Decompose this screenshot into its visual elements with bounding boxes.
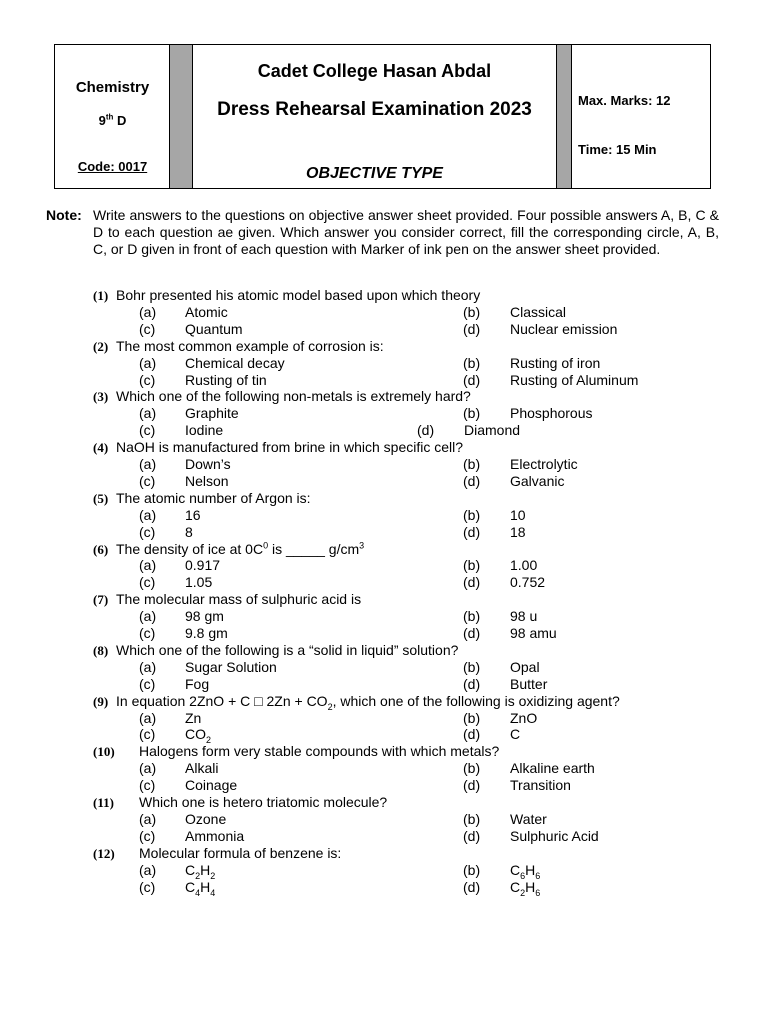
option-a-label bbox=[139, 659, 156, 676]
option-text: 0.917 bbox=[185, 557, 221, 574]
option-b-label bbox=[463, 405, 480, 422]
option-text: Ammonia bbox=[185, 827, 245, 844]
option-text: Alkaline earth bbox=[510, 760, 595, 777]
option-text: 1.00 bbox=[510, 557, 538, 574]
question-text-content: Which one is hetero triatomic molecule? bbox=[139, 794, 388, 810]
option-label: (d) bbox=[463, 726, 481, 743]
question-number-label: (2) bbox=[93, 338, 109, 354]
option-label: (b) bbox=[463, 354, 481, 371]
option-text: Butter bbox=[510, 675, 548, 692]
option-c-label bbox=[139, 777, 155, 794]
question-number-label: (1) bbox=[93, 288, 109, 303]
option-a-label bbox=[139, 710, 156, 727]
option-text: Fog bbox=[185, 675, 210, 692]
option-text: Transition bbox=[510, 777, 571, 794]
header-right-cell bbox=[572, 45, 710, 188]
option-b-label bbox=[463, 355, 480, 372]
subscript: 4 bbox=[195, 887, 201, 898]
formula-part: C bbox=[510, 861, 521, 878]
option-b bbox=[510, 456, 578, 473]
option-c bbox=[185, 422, 223, 439]
option-c bbox=[185, 828, 244, 845]
question-number-label: (5) bbox=[93, 490, 109, 506]
option-text: Nelson bbox=[185, 472, 229, 489]
option-c bbox=[185, 879, 215, 896]
question-number-label: (12) bbox=[93, 845, 115, 861]
question-text bbox=[116, 541, 364, 558]
option-d bbox=[510, 879, 540, 896]
option-text: Quantum bbox=[185, 320, 243, 337]
formula-part: C bbox=[185, 878, 196, 895]
option-label: (c) bbox=[139, 726, 156, 743]
option-label: (a) bbox=[139, 303, 157, 320]
option-label: (a) bbox=[139, 506, 157, 523]
option-text: 18 bbox=[510, 523, 526, 540]
formula-part: H bbox=[525, 861, 536, 878]
option-b-label bbox=[463, 456, 480, 473]
option-a bbox=[185, 304, 228, 321]
option-c-label bbox=[139, 574, 155, 591]
question-number bbox=[93, 541, 108, 558]
option-b bbox=[510, 710, 537, 727]
option-label: (c) bbox=[139, 878, 156, 895]
question-text-part: , which one of the following is oxidizing agent? bbox=[332, 692, 620, 709]
option-a bbox=[185, 710, 201, 727]
question-text-content: Which one of the following non-metals is extremely hard? bbox=[116, 388, 471, 405]
option-a-label bbox=[139, 507, 156, 524]
option-text: Water bbox=[510, 810, 547, 827]
option-d bbox=[510, 625, 557, 642]
option-d bbox=[510, 321, 617, 338]
college-name: Cadet College Hasan Abdal bbox=[257, 61, 492, 81]
question-text bbox=[116, 591, 361, 608]
option-c-label bbox=[139, 879, 155, 896]
question-text-part: In equation 2ZnO + C □ 2Zn + CO bbox=[116, 692, 328, 709]
option-a-label bbox=[139, 456, 156, 473]
paper-code: Code: 0017 bbox=[77, 159, 148, 174]
option-label: (b) bbox=[463, 405, 481, 422]
option-d bbox=[510, 726, 520, 743]
question-text bbox=[116, 490, 311, 507]
note-label: Note: bbox=[46, 207, 82, 223]
question-text-content: The most common example of corrosion is: bbox=[116, 337, 384, 354]
option-label: (c) bbox=[139, 472, 156, 489]
option-label: (b) bbox=[463, 861, 481, 878]
question-text-part: The density of ice at 0C bbox=[116, 540, 264, 557]
question-number bbox=[93, 490, 108, 507]
option-b-label bbox=[463, 507, 480, 524]
option-c bbox=[185, 676, 209, 693]
option-d-label bbox=[463, 879, 480, 896]
option-d-label bbox=[463, 625, 480, 642]
option-c bbox=[185, 321, 243, 338]
formula-part: C bbox=[510, 878, 521, 895]
option-b-label bbox=[463, 659, 480, 676]
option-label: (b) bbox=[463, 506, 481, 523]
option-c bbox=[185, 726, 212, 746]
option-text: Rusting of tin bbox=[185, 371, 267, 388]
question-text bbox=[116, 338, 384, 355]
option-label: (a) bbox=[139, 405, 157, 422]
option-text: Phosphorous bbox=[510, 405, 593, 422]
question-text-part: is _____ g/cm bbox=[268, 540, 360, 557]
option-d-label bbox=[463, 574, 480, 591]
superscript: 3 bbox=[359, 539, 365, 550]
option-b bbox=[510, 811, 547, 828]
option-text: 98 amu bbox=[510, 625, 557, 641]
option-label: (c) bbox=[139, 371, 156, 388]
option-text: 0.752 bbox=[510, 574, 546, 591]
superscript: 0 bbox=[263, 539, 269, 550]
option-label: (a) bbox=[139, 354, 157, 371]
exam-header bbox=[54, 44, 711, 189]
header-divider-left bbox=[170, 45, 193, 188]
subscript: 2 bbox=[520, 887, 526, 898]
option-a-label bbox=[139, 760, 156, 777]
question-number-label: (10) bbox=[93, 744, 115, 760]
option-label: (a) bbox=[139, 557, 157, 574]
option-b-label bbox=[463, 710, 480, 727]
option-c-label bbox=[139, 524, 155, 541]
question-text bbox=[116, 439, 463, 456]
question-text bbox=[139, 794, 387, 811]
question-number bbox=[93, 287, 108, 304]
header-left-cell bbox=[55, 45, 170, 188]
option-label: (c) bbox=[139, 523, 156, 540]
option-text: Down’s bbox=[185, 456, 231, 472]
option-label: (d) bbox=[417, 422, 435, 439]
option-text: 9.8 gm bbox=[185, 625, 228, 641]
option-label: (b) bbox=[463, 810, 481, 827]
subject-name: Chemistry bbox=[75, 79, 150, 96]
option-d-label bbox=[463, 372, 480, 389]
option-label: (a) bbox=[139, 709, 157, 726]
option-text: Sugar Solution bbox=[185, 658, 277, 675]
option-label: (d) bbox=[463, 675, 481, 692]
option-text: Chemical decay bbox=[185, 354, 285, 371]
option-label: (b) bbox=[463, 303, 481, 320]
class-label: 9th D bbox=[98, 112, 127, 128]
option-label: (c) bbox=[139, 320, 156, 337]
question-text bbox=[116, 287, 480, 304]
option-c bbox=[185, 777, 237, 794]
option-a-label bbox=[139, 608, 156, 625]
option-a bbox=[185, 862, 215, 879]
option-label: (d) bbox=[463, 472, 481, 489]
option-text: Galvanic bbox=[510, 472, 565, 489]
option-c-label bbox=[139, 676, 155, 693]
option-label: (a) bbox=[139, 760, 157, 777]
option-c-label bbox=[139, 828, 155, 845]
option-b-label bbox=[463, 608, 480, 625]
option-label: (c) bbox=[139, 625, 156, 641]
question-text bbox=[139, 845, 341, 862]
option-text: Graphite bbox=[185, 405, 239, 422]
option-d bbox=[510, 473, 564, 490]
option-c bbox=[185, 524, 193, 541]
option-b-label bbox=[463, 811, 480, 828]
subscript: 2 bbox=[327, 701, 333, 712]
option-text: Classical bbox=[510, 303, 567, 320]
option-b bbox=[510, 760, 595, 777]
option-d bbox=[510, 777, 571, 794]
option-text: Zn bbox=[185, 709, 202, 726]
option-label: (c) bbox=[139, 827, 156, 844]
option-c-label bbox=[139, 625, 155, 642]
question-number bbox=[93, 693, 108, 710]
option-a bbox=[185, 557, 220, 574]
question-number bbox=[93, 439, 108, 456]
option-label: (b) bbox=[463, 709, 481, 726]
option-a bbox=[185, 811, 226, 828]
option-c bbox=[185, 372, 267, 389]
option-label: (d) bbox=[463, 320, 481, 337]
formula-part: H bbox=[200, 878, 211, 895]
question-text bbox=[116, 642, 458, 659]
option-label: (b) bbox=[463, 456, 481, 472]
option-a bbox=[185, 456, 231, 473]
question-number bbox=[93, 743, 115, 760]
option-text: ZnO bbox=[510, 709, 538, 726]
option-label: (a) bbox=[139, 810, 157, 827]
option-text: Nuclear emission bbox=[510, 320, 618, 337]
option-b-label bbox=[463, 862, 480, 879]
option-b-label bbox=[463, 304, 480, 321]
formula-part: H bbox=[200, 861, 211, 878]
option-d-label bbox=[463, 321, 480, 338]
option-label: (d) bbox=[463, 371, 481, 388]
option-d bbox=[510, 524, 526, 541]
subscript: 2 bbox=[195, 870, 201, 881]
option-d bbox=[510, 676, 547, 693]
formula-part: C bbox=[185, 861, 196, 878]
option-text: Atomic bbox=[185, 303, 228, 320]
option-a bbox=[185, 355, 285, 372]
option-label: (d) bbox=[463, 827, 481, 844]
option-text: Coinage bbox=[185, 777, 238, 794]
option-d-label bbox=[463, 524, 480, 541]
option-label: (c) bbox=[139, 777, 156, 794]
question-number bbox=[93, 845, 115, 862]
option-label: (a) bbox=[139, 608, 157, 625]
option-a bbox=[185, 507, 201, 524]
option-b-label bbox=[463, 760, 480, 777]
option-label: (d) bbox=[463, 625, 481, 641]
question-number-label: (3) bbox=[93, 389, 109, 405]
formula-part: H bbox=[525, 878, 536, 895]
question-text-content: Halogens form very stable compounds with which metals? bbox=[139, 743, 500, 760]
question-text bbox=[116, 388, 471, 405]
paper-type: OBJECTIVE TYPE bbox=[306, 165, 443, 182]
question-text-content: Which one of the following is a “solid in liquid” solution? bbox=[116, 641, 459, 658]
option-a bbox=[185, 608, 224, 625]
option-b bbox=[510, 304, 566, 321]
question-number-label: (9) bbox=[93, 693, 109, 709]
option-label: (d) bbox=[463, 878, 481, 895]
question-text-content: NaOH is manufactured from brine in which specific cell? bbox=[116, 439, 464, 456]
subscript: 6 bbox=[520, 870, 526, 881]
option-d bbox=[464, 422, 520, 439]
question-number-label: (7) bbox=[93, 592, 109, 608]
option-d bbox=[510, 828, 599, 845]
option-text: 10 bbox=[510, 506, 526, 523]
option-label: (c) bbox=[139, 675, 156, 692]
option-b bbox=[510, 557, 537, 574]
option-a-label bbox=[139, 811, 156, 828]
option-a-label bbox=[139, 405, 156, 422]
option-text: 1.05 bbox=[185, 574, 213, 591]
option-label: (c) bbox=[139, 422, 156, 439]
option-a-label bbox=[139, 355, 156, 372]
option-a bbox=[185, 405, 239, 422]
time-allowed: Time: 15 Min bbox=[578, 142, 657, 157]
option-b-label bbox=[463, 557, 480, 574]
option-label: (d) bbox=[463, 777, 481, 794]
option-c-label bbox=[139, 372, 155, 389]
option-text: Alkali bbox=[185, 760, 219, 777]
option-a-label bbox=[139, 862, 156, 879]
question-text-content: The molecular mass of sulphuric acid is bbox=[116, 591, 362, 608]
option-d-label bbox=[463, 676, 480, 693]
option-d-label bbox=[463, 726, 480, 743]
option-text: Iodine bbox=[185, 422, 224, 439]
option-label: (c) bbox=[139, 574, 156, 591]
option-b bbox=[510, 405, 593, 422]
option-text: Rusting of iron bbox=[510, 354, 601, 371]
question-number-label: (8) bbox=[93, 642, 109, 658]
option-text: Sulphuric Acid bbox=[510, 827, 599, 844]
question-number-label: (11) bbox=[93, 795, 114, 810]
option-text: 98 gm bbox=[185, 608, 224, 625]
option-text: 98 u bbox=[510, 608, 538, 625]
question-number bbox=[93, 591, 108, 608]
option-b bbox=[510, 608, 537, 625]
option-a-label bbox=[139, 304, 156, 321]
option-b bbox=[510, 355, 600, 372]
option-d-label bbox=[463, 828, 480, 845]
header-middle-cell bbox=[193, 45, 556, 188]
option-a bbox=[185, 760, 218, 777]
header-divider-right bbox=[556, 45, 572, 188]
question-number bbox=[93, 388, 108, 405]
option-label: (b) bbox=[463, 658, 481, 675]
option-label: (b) bbox=[463, 760, 481, 777]
option-label: (b) bbox=[463, 608, 481, 625]
option-text: C bbox=[510, 726, 521, 743]
formula-part: CO bbox=[185, 726, 206, 743]
option-text: Rusting of Aluminum bbox=[510, 371, 639, 388]
option-b bbox=[510, 862, 540, 879]
option-c-label bbox=[139, 422, 155, 439]
question-number-label: (4) bbox=[93, 440, 109, 456]
question-text bbox=[139, 743, 499, 760]
question-text bbox=[116, 693, 620, 710]
option-c-label bbox=[139, 473, 155, 490]
option-c bbox=[185, 574, 212, 591]
note-text: Write answers to the questions on objective answer sheet provided. Four possible answers A, B, C & D to each question ae given. Which answer you consider correct, fill the corresponding circle, A, B, C, or D given in front of each question with Marker of ink pen on the answer sheet provided. bbox=[93, 207, 719, 257]
option-c-label bbox=[139, 321, 155, 338]
subscript: 6 bbox=[535, 870, 541, 881]
subscript: 2 bbox=[210, 870, 216, 881]
option-c bbox=[185, 625, 228, 642]
option-text: Opal bbox=[510, 658, 540, 675]
option-d-label bbox=[463, 473, 480, 490]
option-c bbox=[185, 473, 229, 490]
question-text-content: The atomic number of Argon is: bbox=[116, 489, 311, 506]
question-text-content: Bohr presented his atomic model based upon which theory bbox=[116, 287, 481, 303]
question-number-label: (6) bbox=[93, 541, 109, 557]
option-label: (b) bbox=[463, 557, 481, 574]
option-d bbox=[510, 372, 638, 389]
option-text: 16 bbox=[185, 506, 201, 523]
option-a bbox=[185, 659, 277, 676]
option-b bbox=[510, 507, 526, 524]
option-text: Electrolytic bbox=[510, 456, 578, 472]
option-label: (d) bbox=[463, 523, 481, 540]
subscript: 6 bbox=[535, 887, 541, 898]
option-label: (a) bbox=[139, 456, 157, 472]
question-text-content: Molecular formula of benzene is: bbox=[139, 844, 342, 861]
option-label: (a) bbox=[139, 658, 157, 675]
option-text: 8 bbox=[185, 523, 193, 540]
question-number bbox=[93, 642, 108, 659]
subscript: 2 bbox=[206, 735, 212, 746]
option-b bbox=[510, 659, 540, 676]
exam-title: Dress Rehearsal Examination 2023 bbox=[217, 99, 532, 120]
option-d-label bbox=[417, 422, 434, 439]
question-number bbox=[93, 338, 108, 355]
option-a-label bbox=[139, 557, 156, 574]
subscript: 4 bbox=[210, 887, 216, 898]
option-text: Ozone bbox=[185, 810, 227, 827]
option-label: (a) bbox=[139, 861, 157, 878]
max-marks: Max. Marks: 12 bbox=[578, 93, 671, 108]
option-text: Diamond bbox=[464, 422, 521, 439]
option-label: (d) bbox=[463, 574, 481, 591]
option-d-label bbox=[463, 777, 480, 794]
option-c-label bbox=[139, 726, 155, 743]
option-d bbox=[510, 574, 545, 591]
question-number bbox=[93, 794, 114, 811]
